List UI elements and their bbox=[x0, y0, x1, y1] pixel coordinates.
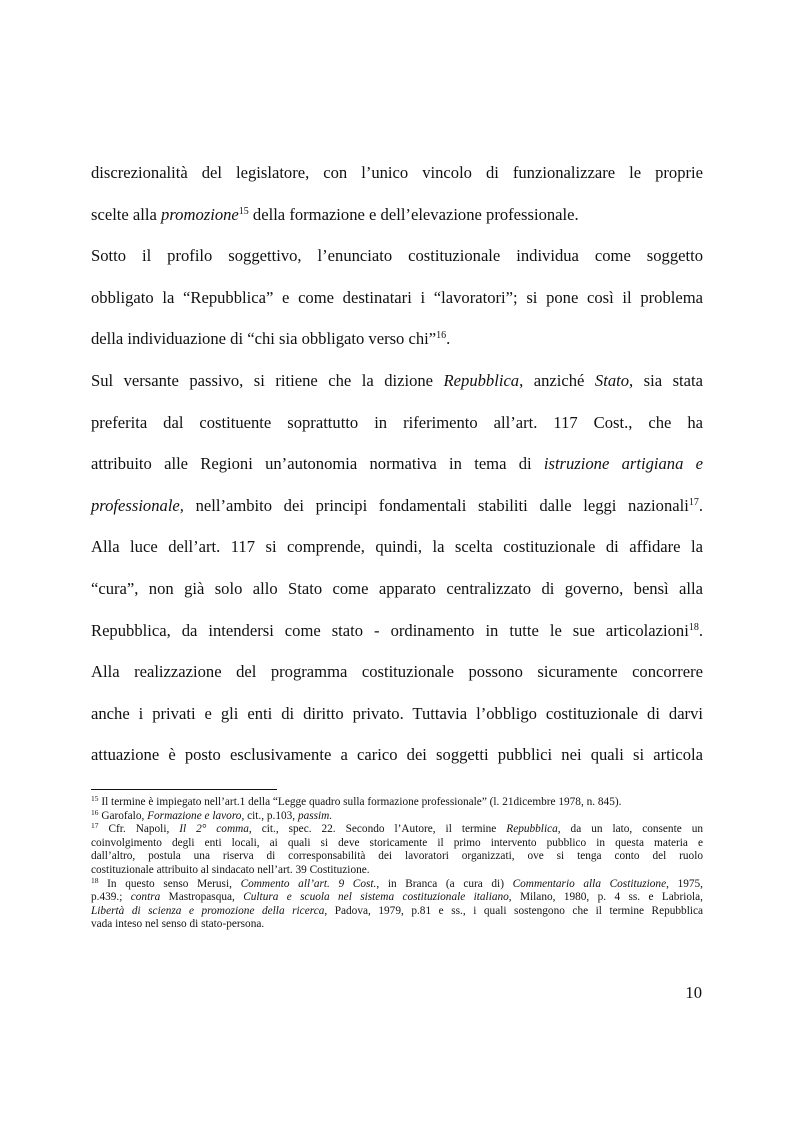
text: obbligato la “Repubblica” e come destinatari i “lavoratori”; si pone così il problema bbox=[91, 287, 703, 307]
page-number: 10 bbox=[685, 983, 702, 1002]
text: . bbox=[698, 620, 703, 640]
text: Garofalo, bbox=[98, 809, 148, 822]
text-line bbox=[91, 360, 703, 402]
text-line bbox=[91, 651, 703, 693]
italic-term: Commento all’art. 9 Cost. bbox=[240, 877, 377, 890]
footnote-ref: 17 bbox=[688, 496, 699, 508]
body-text bbox=[91, 152, 703, 776]
italic-term: Cultura e scuola nel sistema costituzionale italiano bbox=[243, 891, 509, 904]
text-line bbox=[91, 277, 703, 319]
text: , cit., spec. 22. Secondo l’Autore, il termine bbox=[248, 823, 507, 836]
text-line bbox=[91, 693, 703, 735]
italic-term: Il 2° comma bbox=[179, 823, 249, 836]
text: attuazione è posto esclusivamente a carico dei soggetti pubblici nei quali si articola bbox=[91, 745, 703, 765]
text-line bbox=[91, 734, 703, 776]
text-line bbox=[91, 152, 703, 194]
text: della individuazione di “chi sia obbligato verso chi” bbox=[91, 329, 437, 349]
footnote-ref: 15 bbox=[238, 205, 249, 217]
text: . bbox=[698, 495, 703, 515]
text: , anziché bbox=[519, 370, 595, 390]
text: Alla luce dell’art. 117 si comprende, quindi, la scelta costituzionale di affidare la bbox=[91, 537, 703, 557]
footnote-17 bbox=[91, 823, 703, 837]
text-line bbox=[91, 402, 703, 444]
text: Sotto il profilo soggettivo, l’enunciato costituzionale individua come soggetto bbox=[91, 246, 703, 266]
footnote-18-cont bbox=[91, 891, 703, 905]
text-line bbox=[91, 610, 703, 652]
text: della formazione e dell’elevazione professionale. bbox=[248, 204, 579, 224]
text: , 1975, bbox=[666, 877, 703, 890]
footnote-18-cont bbox=[91, 918, 703, 932]
footnote-15 bbox=[91, 796, 703, 810]
footnote-number: 17 bbox=[91, 821, 99, 831]
text: vada inteso nel senso di stato-persona. bbox=[91, 918, 265, 931]
text: , Padova, 1979, p.81 e ss., i quali sostengono che il termine Repubblica bbox=[324, 904, 703, 917]
italic-term: passim. bbox=[297, 809, 333, 822]
text: anche i privati e gli enti di diritto privato. Tuttavia l’obbligo costituzionale di darvi bbox=[91, 703, 703, 723]
footnote-16 bbox=[91, 807, 703, 824]
footnote-number: 16 bbox=[91, 807, 99, 817]
footnote-ref: 18 bbox=[688, 621, 699, 633]
italic-term: Formazione e lavoro bbox=[147, 809, 242, 822]
text: , Milano, 1980, p. 4 ss. e Labriola, bbox=[508, 891, 703, 904]
italic-term: Repubblica bbox=[506, 823, 558, 836]
text: , cit., p.103, bbox=[241, 809, 298, 822]
text: Cfr. Napoli, bbox=[98, 823, 180, 836]
italic-term: Libertà di scienza e promozione della ricerca bbox=[91, 904, 325, 917]
italic-term: professionale, bbox=[91, 495, 184, 515]
text-line bbox=[91, 568, 703, 610]
footnote-17-cont bbox=[91, 837, 703, 851]
text: “cura”, non già solo allo Stato come apparato centralizzato di governo, bensì alla bbox=[91, 578, 703, 598]
text: nell’ambito dei principi fondamentali stabiliti dalle leggi nazionali bbox=[183, 495, 689, 515]
text: Sul versante passivo, si ritiene che la dizione bbox=[91, 370, 444, 390]
text: , da un lato, consente un bbox=[557, 823, 703, 836]
italic-term: Stato bbox=[594, 370, 630, 390]
text: p.439.; bbox=[91, 891, 131, 904]
text-line bbox=[91, 485, 703, 527]
text: discrezionalità del legislatore, con l’unico vincolo di funzionalizzare le proprie bbox=[91, 163, 703, 182]
text: . bbox=[446, 329, 451, 349]
text: , sia stata bbox=[629, 370, 703, 390]
text-line bbox=[91, 526, 703, 568]
italic-term: Commentario alla Costituzione bbox=[512, 877, 667, 890]
text: scelte alla bbox=[91, 204, 162, 224]
footnote-18-cont bbox=[91, 905, 703, 919]
footnote-number: 15 bbox=[91, 794, 99, 803]
text: coinvolgimento degli enti locali, ai quali si deve storicamente il primo intervento pubblico in questa materia e bbox=[91, 836, 703, 849]
footnote-ref: 16 bbox=[436, 330, 447, 342]
text-line bbox=[91, 194, 703, 236]
text-line bbox=[91, 318, 703, 360]
italic-term: promozione bbox=[161, 204, 239, 224]
footnote-18 bbox=[91, 875, 703, 892]
italic-term: Repubblica bbox=[443, 370, 520, 390]
text-line bbox=[91, 443, 703, 485]
footnote-number: 18 bbox=[91, 875, 99, 885]
text: Mastropasqua, bbox=[160, 891, 244, 904]
italic-term: istruzione artigiana e bbox=[543, 454, 703, 474]
text: Repubblica, da intendersi come stato - ordinamento in tutte le sue articolazioni bbox=[91, 620, 689, 640]
text: Il termine è impiegato nell’art.1 della “Legge quadro sulla formazione professionale” (l. 21dicembre 1978, n. 845). bbox=[98, 796, 622, 808]
text: costituzionale attribuito al sindacato nell’art. 39 Costituzione. bbox=[91, 863, 370, 876]
text: dall’altro, postula una riserva di corresponsabilità dei lavoratori organizzati, ove si tenga conto del ruolo bbox=[91, 850, 703, 863]
text: Alla realizzazione del programma costituzionale possono sicuramente concorrere bbox=[91, 662, 703, 682]
footnote-17-cont bbox=[91, 864, 703, 878]
text: attribuito alle Regioni un’autonomia normativa in tema di bbox=[91, 454, 544, 474]
text: preferita dal costituente soprattutto in riferimento all’art. 117 Cost., che ha bbox=[91, 412, 703, 432]
footnotes bbox=[91, 796, 703, 932]
italic-term: contra bbox=[130, 891, 161, 904]
text: , in Branca (a cura di) bbox=[376, 877, 513, 890]
text: In questo senso Merusi, bbox=[98, 877, 241, 890]
text-line bbox=[91, 235, 703, 277]
footnote-17-cont bbox=[91, 850, 703, 864]
footnote-divider bbox=[91, 789, 277, 790]
